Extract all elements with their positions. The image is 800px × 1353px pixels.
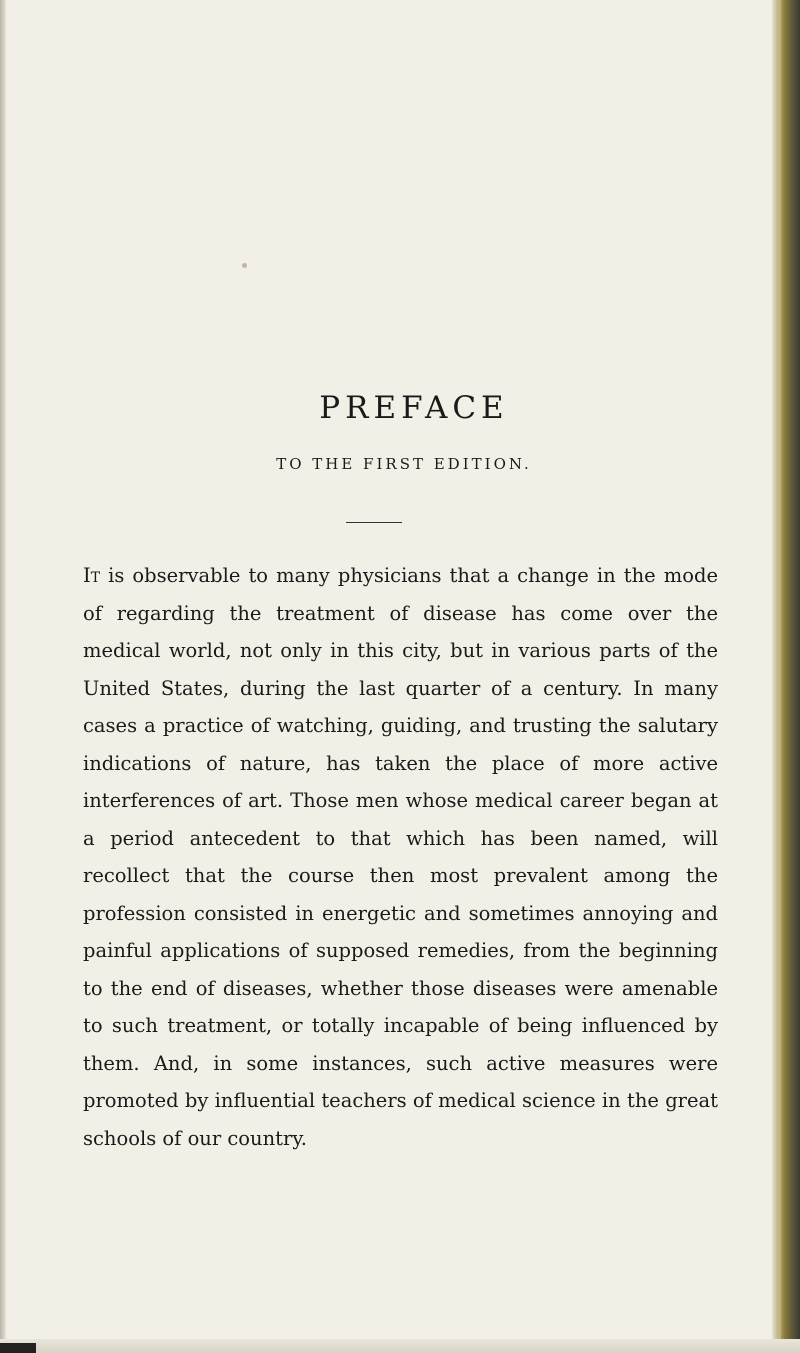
paper-spot — [242, 263, 247, 268]
paragraph-text: is observable to many physicians that a change in the mode of regarding the treatment of disease has come over the medical world, not only in this city, but in various parts of the United States, during the last quarter of a century. In many cases a practice of watching, guiding, and trusting the salutary indications of nature, has taken the place of more active interferences of art. Those men whose medical career began at a period antecedent to that which has been named, will recollect that the course then most prevalent among the profession consisted in energetic and sometimes annoying and painful applications of supposed remedies, from the beginning to the end of diseases, whether those diseases were amenable to such treatment, or totally incapable of being influenced by them. And, in some instances, such active measures were promoted by influential teachers of medical science in the great schools of our country. — [83, 564, 718, 1150]
book-spine-edge — [772, 0, 800, 1353]
scan-mark — [0, 1343, 36, 1353]
page-subtitle: TO THE FIRST EDITION. — [276, 455, 532, 473]
page-title: PREFACE — [319, 390, 509, 426]
page-bottom-edge — [0, 1339, 800, 1353]
title-divider — [346, 522, 402, 523]
page-left-edge — [0, 0, 6, 1353]
preface-paragraph — [83, 557, 718, 1157]
paragraph-lead-word: It — [83, 564, 101, 587]
